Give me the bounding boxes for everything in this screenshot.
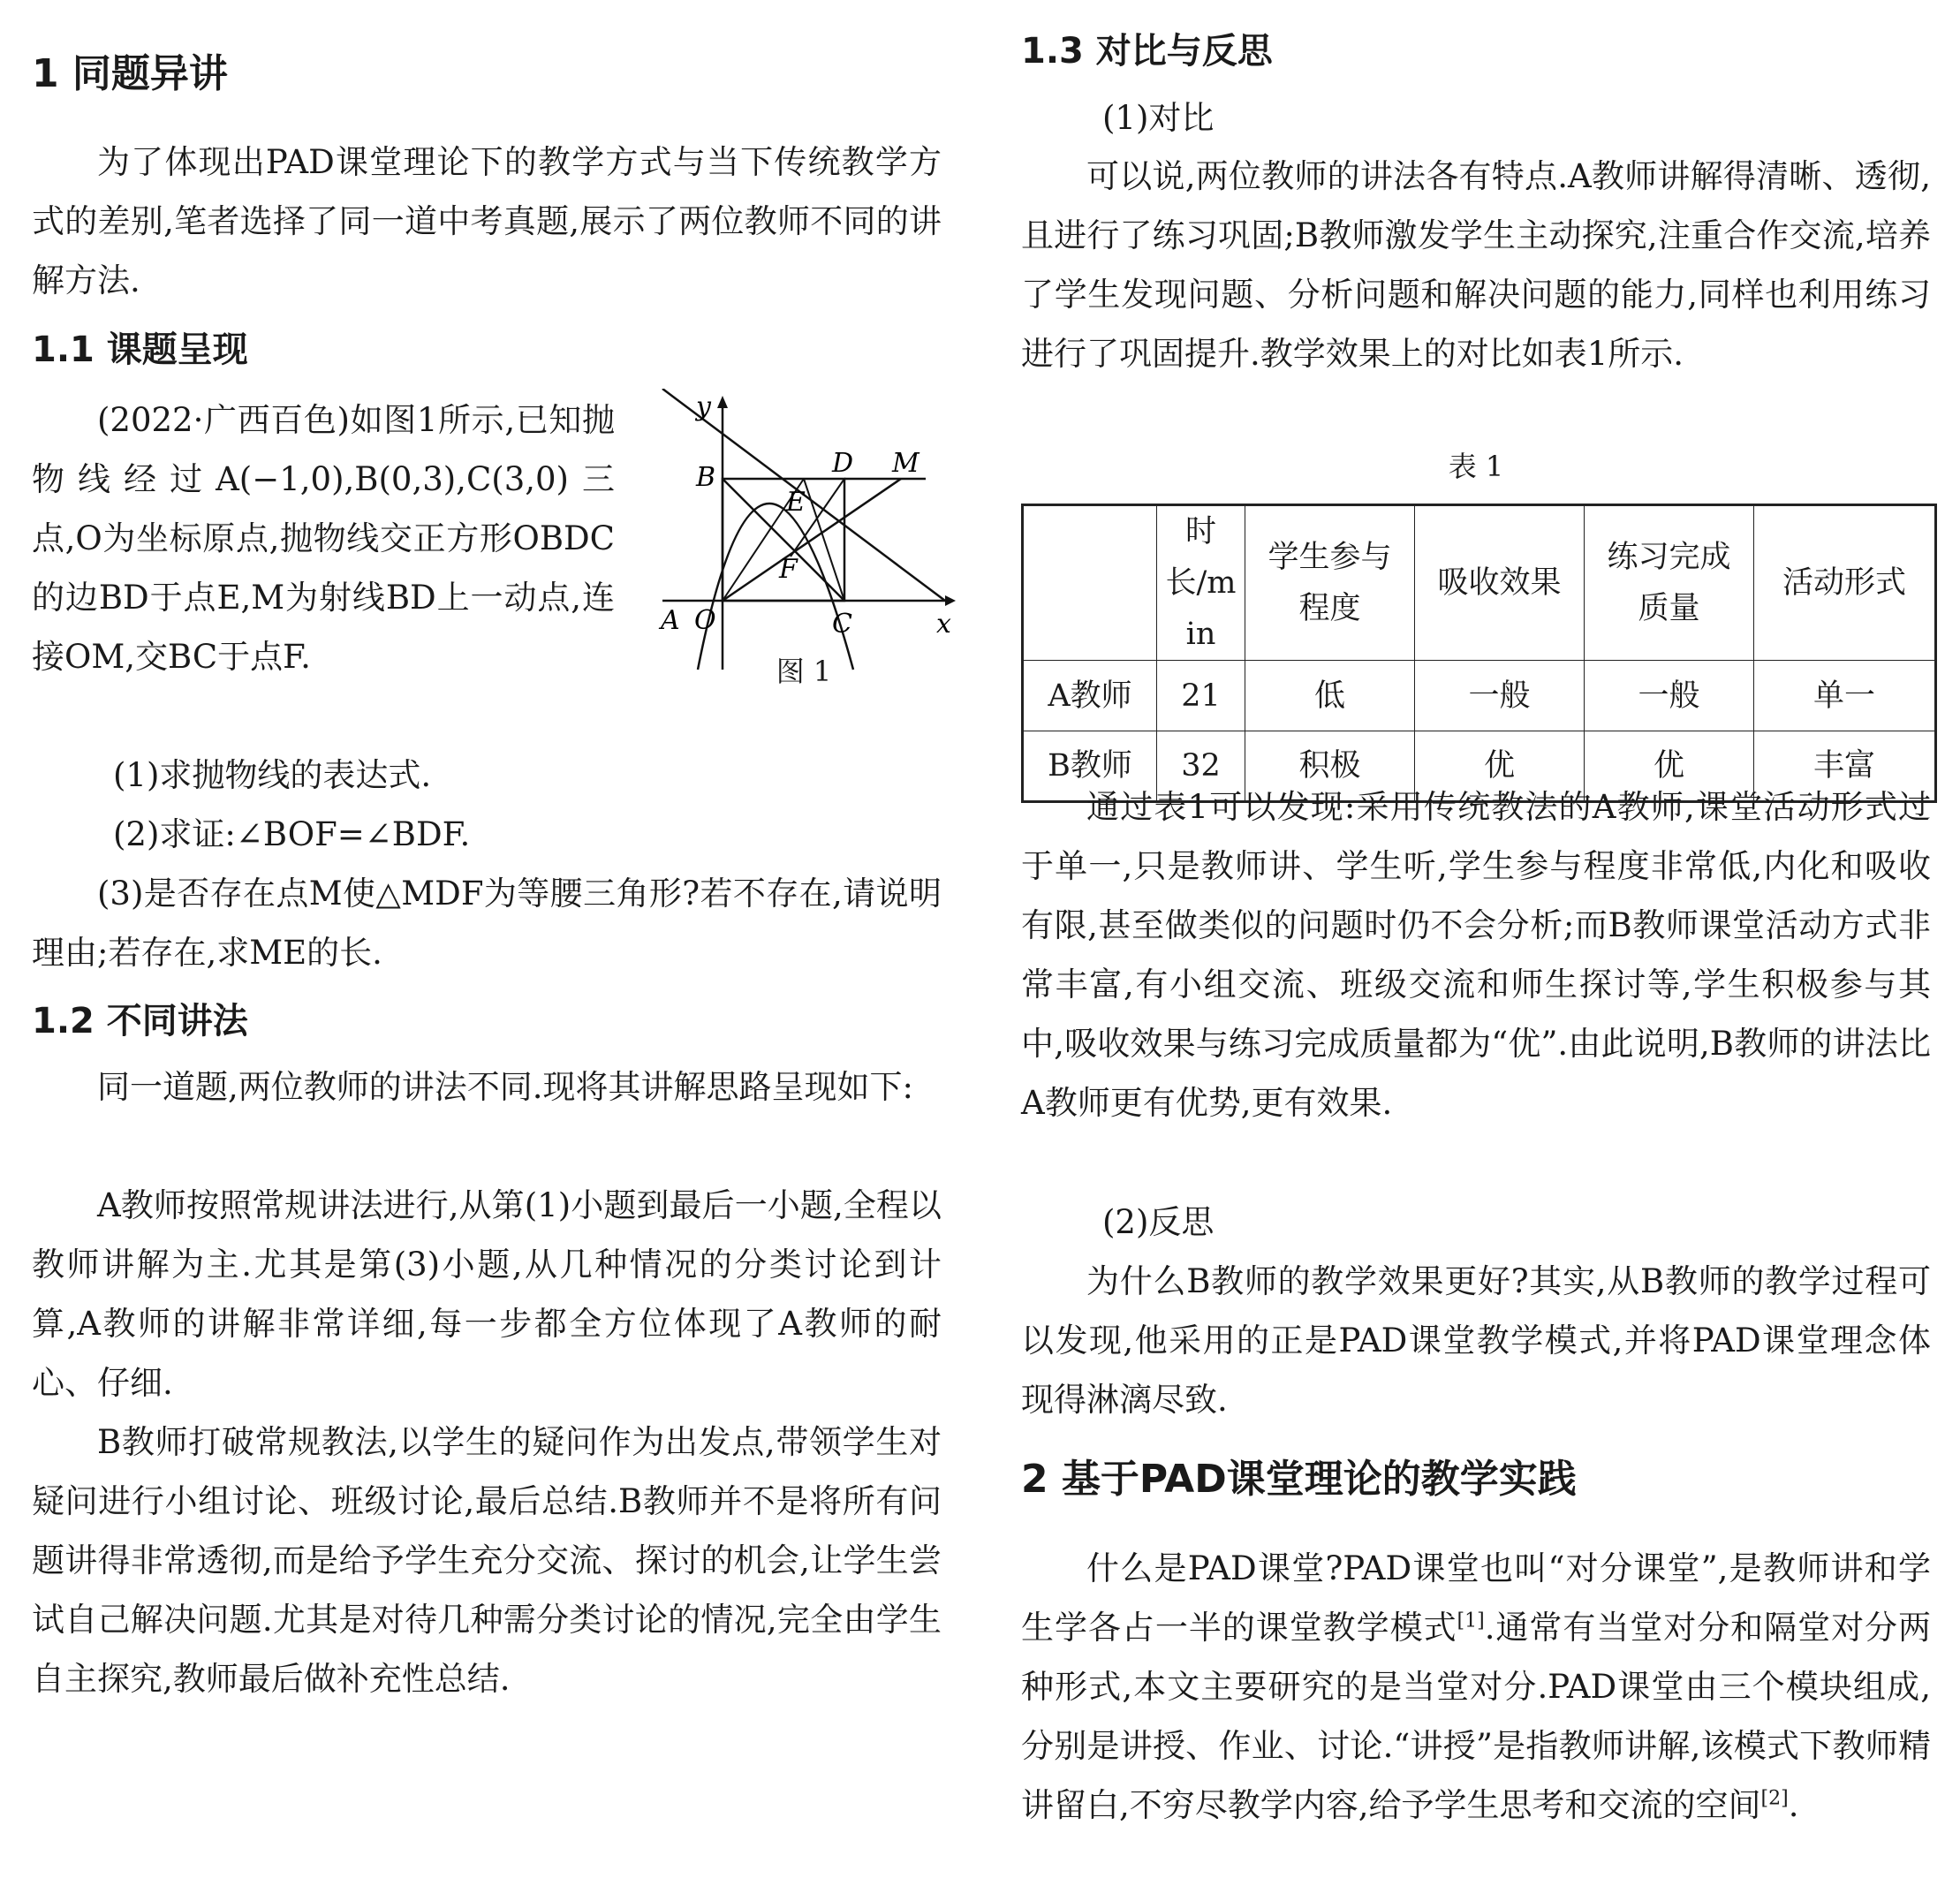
paragraph-2: 什么是PAD课堂?PAD课堂也叫“对分课堂”,是教师讲和学生学各占一半的课堂教学模式[1].通常有当堂对分和隔堂对分两种形式,本文主要研究的是当堂对分.PAD课堂由三个模块组成,分别是讲授、作业、讨论.“讲授”是指教师讲解,该模式下教师精讲留白,不穷尽教学内容,给予学生思考和交流的空间[2]. (1021, 1549, 1931, 1824)
label-b: B (696, 462, 716, 493)
section-1-2-title: 1.2 不同讲法 (32, 1001, 248, 1041)
contrast-label: (1)对比 (1102, 99, 1215, 137)
reflect-label: (2)反思 (1102, 1203, 1215, 1241)
paragraph-1-3-a: 可以说,两位教师的讲法各有特点.A教师讲解得清晰、透彻,且进行了练习巩固;B教师激发学生主动探究,注重合作交流,培养了学生发现问题、分析问题和解决问题的能力,同样也利用练习进行了巩固提升.教学效果上的对比如表1所示. (1021, 157, 1931, 373)
question-3: (3)是否存在点M使△MDF为等腰三角形?若不存在,请说明理由;若存在,求ME的长. (32, 875, 942, 972)
problem-statement: (2022·广西百色)如图1所示,已知抛物线经过A(−1,0),B(0,3),C(3,0)三点,O为坐标原点,抛物线交正方形OBDC的边BD于点E,M为射线BD上一动点,连接OM,交BC于点F. (32, 401, 615, 676)
citation-2[interactable]: [2] (1760, 1787, 1789, 1810)
header-duration: 时长/min (1157, 505, 1245, 661)
label-m: M (892, 448, 919, 479)
section-1-1-title: 1.1 课题呈现 (32, 329, 248, 370)
cell-a-activity: 单一 (1754, 661, 1936, 731)
cell-b-duration: 32 (1157, 731, 1245, 802)
header-activity-form: 活动形式 (1754, 505, 1936, 661)
table-1-caption: 表 1 (1448, 450, 1504, 483)
cell-a-duration: 21 (1157, 661, 1245, 731)
table-1 (1021, 504, 1937, 803)
table-header-row (1023, 505, 1936, 661)
segment-om (723, 479, 901, 601)
label-c: C (832, 609, 852, 640)
section-1-title: 1 同题异讲 (32, 51, 228, 96)
label-o: O (694, 605, 716, 636)
label-f: F (779, 554, 798, 585)
table-row-teacher-a (1023, 661, 1936, 731)
label-d: D (832, 448, 854, 479)
header-absorption: 吸收效果 (1415, 505, 1585, 661)
paragraph-1-2-c: B教师打破常规教法,以学生的疑问作为出发点,带领学生对疑问进行小组讨论、班级讨论,最后总结.B教师并不是将所有问题讲得非常透彻,而是给予学生充分交流、探讨的机会,让学生尝试自己解决问题.尤其是对待几种需分类讨论的情况,完全由学生自主探究,教师最后做补充性总结. (32, 1423, 942, 1698)
cell-a-absorption: 一般 (1415, 661, 1585, 731)
paragraph-1-3-c: 为什么B教师的教学效果更好?其实,从B教师的教学过程可以发现,他采用的正是PAD课堂教学模式,并将PAD课堂理念体现得淋漓尽致. (1021, 1262, 1931, 1419)
cell-b-activity: 丰富 (1754, 731, 1936, 802)
citation-1[interactable]: [1] (1457, 1609, 1485, 1632)
cell-b-participation: 积极 (1245, 731, 1415, 802)
section-2-title: 2 基于PAD课堂理论的教学实践 (1021, 1457, 1577, 1502)
figure-1-caption: 图 1 (776, 655, 832, 688)
cell-teacher-a: A教师 (1023, 661, 1157, 731)
section-1-3-title: 1.3 对比与反思 (1021, 31, 1273, 72)
paragraph-1-3-b: 通过表1可以发现:采用传统教法的A教师,课堂活动形式过于单一,只是教师讲、学生听,学生参与程度非常低,内化和吸收有限,甚至做类似的问题时仍不会分析;而B教师课堂活动方式非常丰富,有小组交流、班级交流和师生探讨等,学生积极参与其中,吸收效果与练习完成质量都为“优”.由此说明,B教师的讲法比A教师更有优势,更有效果. (1021, 788, 1931, 1122)
header-participation: 学生参与程度 (1245, 505, 1415, 661)
parabola-diagram (645, 389, 963, 680)
cell-b-absorption: 优 (1415, 731, 1585, 802)
header-empty (1023, 505, 1157, 661)
figure-1 (645, 389, 963, 707)
question-2: (2)求证:∠BOF=∠BDF. (113, 815, 471, 853)
label-a: A (661, 605, 680, 636)
y-axis-arrow (717, 396, 728, 408)
paragraph-1-2-a: 同一道题,两位教师的讲法不同.现将其讲解思路呈现如下: (97, 1068, 913, 1106)
paragraph-1-2-b: A教师按照常规讲法进行,从第(1)小题到最后一小题,全程以教师讲解为主.尤其是第(3)小题,从几种情况的分类讨论到计算,A教师的讲解非常详细,每一步都全方位体现了A教师的耐心、仔细. (32, 1186, 942, 1402)
label-e: E (786, 487, 806, 518)
cell-a-participation: 低 (1245, 661, 1415, 731)
cell-teacher-b: B教师 (1023, 731, 1157, 802)
header-practice-quality: 练习完成质量 (1585, 505, 1754, 661)
cell-b-practice: 优 (1585, 731, 1754, 802)
label-x: x (936, 609, 951, 640)
question-1: (1)求抛物线的表达式. (113, 756, 432, 794)
intro-paragraph: 为了体现出PAD课堂理论下的教学方式与当下传统教学方式的差别,笔者选择了同一道中考真题,展示了两位教师不同的讲解方法. (32, 143, 942, 299)
cell-a-practice: 一般 (1585, 661, 1754, 731)
label-y: y (696, 391, 711, 422)
x-axis-arrow (945, 595, 956, 606)
